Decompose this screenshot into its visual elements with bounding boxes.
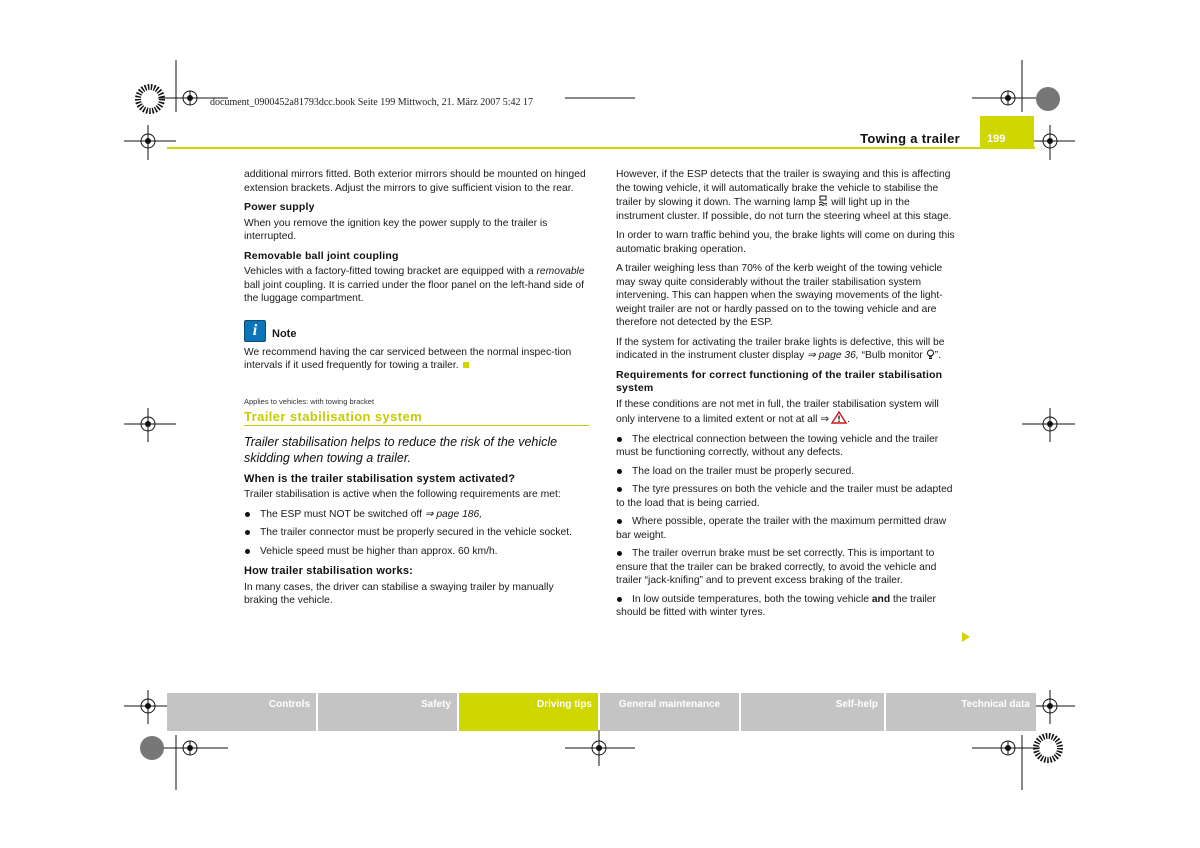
tab-self-help[interactable]: Self-help	[741, 693, 884, 731]
info-icon: i	[244, 320, 266, 342]
list-item: The electrical connection between the towing vehicle and the trailer must be functioning correctly, without any defects.	[616, 433, 959, 460]
next-page-arrow-icon[interactable]	[962, 632, 970, 642]
right-column	[616, 168, 959, 625]
page-number: 199	[987, 133, 1006, 145]
tab-technical-data[interactable]: Technical data	[886, 693, 1036, 731]
page-header-title: Towing a trailer	[860, 131, 960, 146]
page-reference-link[interactable]: ⇒ page 36,	[807, 350, 859, 361]
tab-safety[interactable]: Safety	[318, 693, 457, 731]
list-item: Where possible, operate the trailer with the maximum permitted draw bar weight.	[616, 515, 959, 542]
how-it-works-paragraph: In many cases, the driver can stabilise a swaying trailer by manually braking the vehicle.	[244, 581, 554, 606]
header-rule	[167, 147, 1035, 149]
note-text: We recommend having the car serviced between the normal inspec-tion intervals if it used frequently for towing a trailer.	[244, 346, 572, 371]
esp-paragraph: However, if the ESP detects that the trailer is swaying and this is affecting the towing vehicle, it will automatically brake the vehicle to stabilise the trailer by slowing it down. The warning lamp will light up in the instrument cluster. If possible, do not turn the steering wheel at this stage.	[616, 169, 952, 222]
chapter-nav	[167, 693, 1036, 731]
section-title: Trailer stabilisation system	[244, 410, 589, 426]
left-column	[244, 168, 589, 614]
power-supply-heading: Power supply	[244, 201, 315, 213]
applies-to-note: Applies to vehicles: with towing bracket	[244, 396, 375, 406]
warning-triangle-icon[interactable]	[831, 411, 847, 424]
list-item: In low outside temperatures, both the towing vehicle and the trailer should be fitted with winter tyres.	[616, 593, 959, 620]
list-item: The trailer connector must be properly secured in the vehicle socket.	[244, 526, 589, 540]
activation-heading: When is the trailer stabilisation system activated?	[244, 472, 516, 485]
mirrors-paragraph: additional mirrors fitted. Both exterior mirrors should be mounted on hinged extension brackets. Adjust the mirrors to give sufficient vision to the rear.	[244, 169, 586, 194]
list-item: The trailer overrun brake must be set correctly. This is important to ensure that the trailer can be braked correctly, to avoid the vehicle and trailer “jack-knifing” and to prevent excess braking of the trailer.	[616, 547, 959, 588]
trailer-warning-icon	[818, 195, 828, 206]
list-item: The load on the trailer must be properly secured.	[616, 465, 959, 479]
brake-lights-paragraph: In order to warn traffic behind you, the brake lights will come on during this automatic braking operation.	[616, 230, 955, 255]
section-lead: Trailer stabilisation helps to reduce the risk of the vehicle skidding when towing a trailer.	[244, 434, 558, 465]
requirements-heading: Requirements for correct functioning of the trailer stabilisation system	[616, 368, 943, 394]
activation-paragraph: Trailer stabilisation is active when the following requirements are met:	[244, 489, 561, 500]
ball-joint-heading: Removable ball joint coupling	[244, 249, 399, 262]
note-label: Note	[272, 327, 297, 340]
power-supply-paragraph: When you remove the ignition key the power supply to the trailer is interrupted.	[244, 217, 548, 242]
tab-driving-tips[interactable]: Driving tips	[459, 693, 598, 731]
end-of-section-icon	[463, 362, 469, 368]
list-item: The tyre pressures on both the vehicle and the trailer must be adapted to the load that is being carried.	[616, 483, 959, 510]
tab-controls[interactable]: Controls	[167, 693, 316, 731]
defect-paragraph: If the system for activating the trailer brake lights is defective, this will be indicated in the instrument cluster display ⇒ page 36, “Bulb monitor ”.	[616, 336, 945, 361]
page-reference-link[interactable]: ⇒ page 186,	[424, 508, 483, 520]
print-info: document_0900452a81793dcc.book Seite 199 Mittwoch, 21. März 2007 5:42 17	[210, 97, 534, 108]
note-header	[244, 320, 589, 342]
light-trailer-paragraph: A trailer weighing less than 70% of the kerb weight of the towing vehicle may sway quite considerably without the trailer stabilisation system intervening. This can happen when the swaying movements of the light-weight trailer are not or hardly passed on to the towing vehicle and are therefore not detected by the ESP.	[616, 263, 943, 328]
bulb-monitor-icon	[926, 349, 935, 359]
how-it-works-heading: How trailer stabilisation works:	[244, 565, 413, 577]
requirements-paragraph: If these conditions are not met in full, the trailer stabilisation system will only intervene to a limited extent or not at all ⇒ .	[616, 398, 939, 425]
ball-joint-paragraph: Vehicles with a factory-fitted towing bracket are equipped with a removable ball joint coupling. It is carried under the floor panel on the left-hand side of the luggage compartment.	[244, 266, 585, 304]
tab-general-maintenance[interactable]: General maintenance	[600, 693, 739, 731]
list-item: The ESP must NOT be switched off ⇒ page 186,	[244, 508, 589, 522]
list-item: Vehicle speed must be higher than approx. 60 km/h.	[244, 545, 589, 559]
